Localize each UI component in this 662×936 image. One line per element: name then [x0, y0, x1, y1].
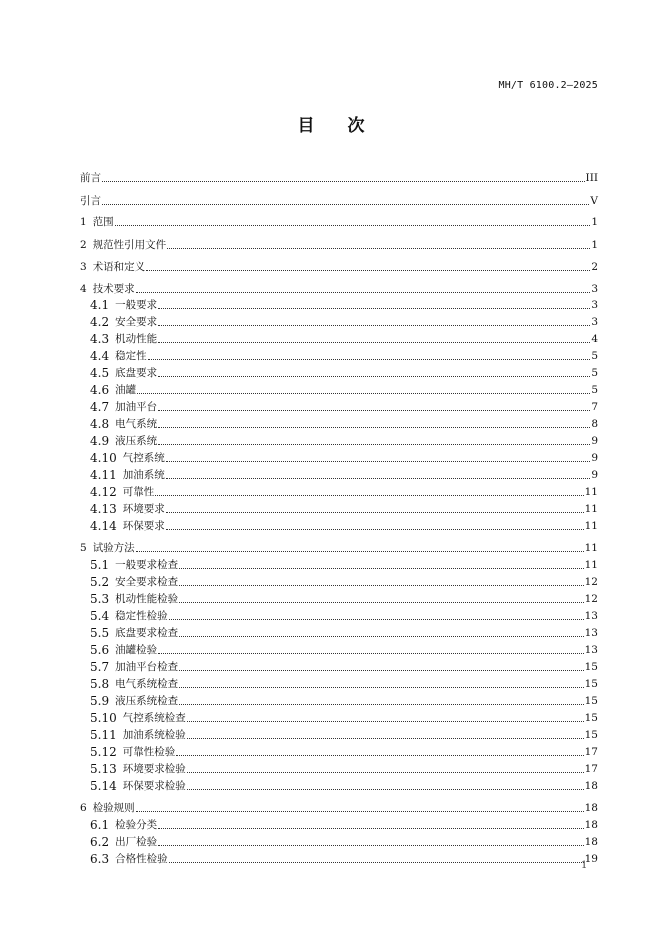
title-char-1: 目	[297, 116, 315, 136]
toc-entry[interactable]	[90, 434, 598, 448]
toc-entry-label: 稳定性	[115, 350, 147, 362]
toc-entry-number: 5.7	[90, 660, 110, 674]
toc-dot-leader	[158, 427, 590, 428]
toc-entry-label: 加油系统	[122, 469, 165, 481]
toc-entry[interactable]	[90, 558, 598, 572]
toc-entry-number: 4.3	[90, 332, 110, 346]
toc-entry-page: 9	[591, 469, 598, 481]
toc-entry-number: 4.7	[90, 400, 110, 414]
toc-entry-page: 18	[584, 819, 598, 831]
toc-entry-page: 5	[591, 367, 598, 379]
toc-entry[interactable]	[90, 502, 598, 516]
toc-entry-page: 9	[591, 452, 598, 464]
toc-entry-number: 5.1	[90, 558, 110, 572]
toc-entry[interactable]	[90, 315, 598, 329]
toc-entry-page: 15	[584, 661, 598, 673]
toc-entry-label: 一般要求检查	[115, 559, 179, 571]
toc-entry[interactable]	[80, 171, 598, 185]
toc-entry-number: 4.1	[90, 298, 110, 312]
toc-entry-page: 18	[584, 836, 598, 848]
toc-entry-label: 底盘要求检查	[115, 627, 179, 639]
toc-dot-leader	[158, 845, 584, 846]
toc-entry-label: 液压系统	[115, 435, 158, 447]
toc-entry-label: 油罐	[115, 384, 137, 396]
toc-entry-label: 安全要求检查	[115, 576, 179, 588]
toc-entry[interactable]	[90, 609, 598, 623]
toc-entry-page: 4	[591, 333, 598, 345]
standard-number: MH/T 6100.2—2025	[498, 80, 598, 91]
toc-entry-number: 6	[80, 802, 87, 814]
toc-dot-leader	[169, 619, 584, 620]
toc-entry-page: 2	[591, 261, 598, 273]
toc-entry-page: 9	[591, 435, 598, 447]
toc-entry-number: 5.9	[90, 694, 110, 708]
toc-entry[interactable]	[80, 801, 598, 815]
toc-entry-label: 油罐检验	[115, 644, 158, 656]
toc-entry-number: 5	[80, 542, 87, 554]
toc-entry-page: 8	[591, 418, 598, 430]
toc-entry-number: 3	[80, 261, 87, 273]
toc-entry-label: 引言	[80, 195, 101, 207]
toc-dot-leader	[187, 789, 584, 790]
toc-dot-leader	[158, 653, 584, 654]
toc-dot-leader	[158, 376, 590, 377]
toc-entry[interactable]	[90, 779, 598, 793]
toc-entry-number: 4.4	[90, 349, 110, 363]
toc-dot-leader	[136, 551, 584, 552]
toc-dot-leader	[187, 738, 584, 739]
toc-entry-label: 加油平台	[115, 401, 158, 413]
toc-entry[interactable]	[90, 711, 598, 725]
toc-entry-label: 技术要求	[92, 283, 135, 295]
toc-dot-leader	[136, 292, 591, 293]
toc-entry-page: 18	[584, 780, 598, 792]
toc-entry[interactable]	[90, 728, 598, 742]
toc-entry-number: 2	[80, 239, 87, 251]
toc-entry-page: 3	[591, 299, 598, 311]
toc-entry-label: 加油平台检查	[115, 661, 179, 673]
toc-entry-number: 5.6	[90, 643, 110, 657]
toc-entry-page: 1	[591, 239, 598, 251]
toc-entry-page: 7	[591, 401, 598, 413]
toc-entry-label: 一般要求	[115, 299, 158, 311]
toc-entry-number: 4.10	[90, 451, 117, 465]
toc-entry-label: 环境要求检验	[122, 763, 186, 775]
toc-dot-leader	[158, 308, 590, 309]
toc-entry[interactable]	[90, 677, 598, 691]
toc-entry-label: 机动性能	[115, 333, 158, 345]
toc-entry-number: 4.8	[90, 417, 110, 431]
toc-entry[interactable]	[80, 260, 598, 274]
toc-entry-label: 试验方法	[92, 542, 135, 554]
toc-entry[interactable]	[80, 238, 598, 252]
toc-dot-leader	[179, 585, 584, 586]
toc-entry-page: 17	[584, 746, 598, 758]
toc-entry-label: 环保要求检验	[122, 780, 186, 792]
toc-entry-number: 4.5	[90, 366, 110, 380]
toc-dot-leader	[166, 512, 584, 513]
toc-dot-leader	[187, 721, 584, 722]
toc-entry-label: 可靠性	[122, 486, 155, 498]
toc-entry[interactable]	[90, 818, 598, 832]
toc-dot-leader	[137, 393, 590, 394]
toc-dot-leader	[102, 204, 589, 205]
toc-entry-page: 19	[584, 853, 598, 865]
toc-dot-leader	[158, 410, 590, 411]
toc-entry[interactable]	[90, 383, 598, 397]
toc-entry-label: 安全要求	[115, 316, 158, 328]
toc-dot-leader	[148, 359, 591, 360]
footer-page-number: 1	[581, 860, 588, 871]
toc-entry-number: 4.9	[90, 434, 110, 448]
toc-entry-label: 可靠性检验	[122, 746, 176, 758]
toc-entry-number: 6.3	[90, 852, 110, 866]
toc-entry-number: 4.2	[90, 315, 110, 329]
toc-entry-page: 18	[584, 802, 598, 814]
toc-entry[interactable]	[90, 451, 598, 465]
toc-entry-label: 检验分类	[115, 819, 158, 831]
toc-dot-leader	[155, 495, 583, 496]
toc-entry-page: 5	[591, 384, 598, 396]
toc-entry[interactable]	[90, 349, 598, 363]
toc-entry[interactable]	[90, 660, 598, 674]
toc-entry[interactable]	[90, 332, 598, 346]
toc-entry-label: 气控系统	[122, 452, 165, 464]
toc-entry-number: 5.2	[90, 575, 110, 589]
toc-entry[interactable]	[90, 745, 598, 759]
toc-entry-page: 11	[584, 559, 598, 571]
toc-entry-label: 液压系统检查	[115, 695, 179, 707]
toc-entry-page: 12	[584, 576, 598, 588]
toc-entry-label: 范围	[92, 216, 114, 228]
toc-dot-leader	[115, 225, 591, 226]
toc-entry-number: 5.8	[90, 677, 110, 691]
toc-entry-page: 15	[584, 712, 598, 724]
toc-entry-page: 12	[584, 593, 598, 605]
toc-entry-label: 合格性检验	[115, 853, 168, 865]
toc-entry[interactable]	[90, 835, 598, 849]
toc-entry-label: 前言	[80, 172, 101, 184]
toc-entry[interactable]	[90, 575, 598, 589]
toc-entry[interactable]	[90, 485, 598, 499]
toc-entry[interactable]	[80, 282, 598, 296]
toc-entry[interactable]	[90, 366, 598, 380]
toc-dot-leader	[169, 862, 584, 863]
toc-entry-number: 5.5	[90, 626, 110, 640]
toc-entry-label: 气控系统检查	[122, 712, 186, 724]
toc-entry-number: 1	[80, 216, 87, 228]
toc-entry-page: 3	[591, 283, 598, 295]
toc-entry-page: 13	[584, 644, 598, 656]
toc-dot-leader	[158, 444, 590, 445]
toc-entry-page: 3	[591, 316, 598, 328]
toc-entry-number: 4.13	[90, 502, 117, 516]
toc-dot-leader	[146, 270, 590, 271]
toc-entry-label: 环境要求	[122, 503, 165, 515]
toc-entry[interactable]	[90, 298, 598, 312]
toc-dot-leader	[179, 636, 584, 637]
toc-entry-label: 出厂检验	[115, 836, 158, 848]
toc-entry-label: 规范性引用文件	[92, 239, 167, 251]
toc-dot-leader	[179, 704, 584, 705]
toc-entry-label: 机动性能检验	[115, 593, 179, 605]
toc-dot-leader	[158, 325, 590, 326]
toc-entry-number: 5.3	[90, 592, 110, 606]
toc-entry-number: 5.4	[90, 609, 110, 623]
toc-dot-leader	[187, 772, 584, 773]
toc-dot-leader	[179, 602, 584, 603]
toc-entry-number: 4.12	[90, 485, 117, 499]
toc-entry-number: 5.13	[90, 762, 117, 776]
toc-dot-leader	[176, 755, 583, 756]
toc-entry-number: 5.11	[90, 728, 117, 742]
toc-entry-page: 11	[584, 503, 598, 515]
toc-dot-leader	[166, 461, 591, 462]
toc-dot-leader	[102, 181, 585, 182]
toc-entry-number: 4.14	[90, 519, 117, 533]
toc-dot-leader	[158, 828, 584, 829]
toc-entry-number: 5.12	[90, 745, 117, 759]
toc-entry[interactable]	[90, 592, 598, 606]
toc-entry-number: 4	[80, 283, 87, 295]
toc-entry-page: 1	[591, 216, 598, 228]
toc-entry-page: III	[585, 172, 598, 184]
toc-entry-number: 6.2	[90, 835, 110, 849]
toc-entry-page: 13	[584, 627, 598, 639]
toc-entry[interactable]	[90, 417, 598, 431]
toc-entry-page: 17	[584, 763, 598, 775]
toc-dot-leader	[166, 529, 584, 530]
toc-entry-number: 5.14	[90, 779, 117, 793]
toc-entry[interactable]	[80, 215, 598, 229]
toc-dot-leader	[179, 568, 584, 569]
toc-entry-label: 稳定性检验	[115, 610, 168, 622]
toc-entry-number: 4.11	[90, 468, 117, 482]
toc-entry-page: 11	[584, 486, 598, 498]
toc-entry-number: 4.6	[90, 383, 110, 397]
toc-entry-label: 术语和定义	[92, 261, 146, 273]
toc-entry-label: 环保要求	[122, 520, 165, 532]
toc-entry-page: 13	[584, 610, 598, 622]
toc-entry-page: 15	[584, 729, 598, 741]
toc-entry-page: 11	[584, 542, 598, 554]
toc-entry-number: 5.10	[90, 711, 117, 725]
toc-entry-page: 15	[584, 678, 598, 690]
toc-entry-page: V	[590, 195, 598, 207]
title-char-2: 次	[347, 116, 365, 136]
toc-entry[interactable]	[90, 694, 598, 708]
toc-entry-label: 底盘要求	[115, 367, 158, 379]
toc-entry[interactable]	[90, 400, 598, 414]
toc-entry-label: 电气系统检查	[115, 678, 179, 690]
toc-entry-label: 电气系统	[115, 418, 158, 430]
toc-entry-page: 15	[584, 695, 598, 707]
toc-entry-number: 6.1	[90, 818, 110, 832]
toc-entry[interactable]	[90, 643, 598, 657]
toc-entry-label: 检验规则	[92, 802, 135, 814]
toc-dot-leader	[158, 342, 590, 343]
toc-entry[interactable]	[80, 541, 598, 555]
toc-dot-leader	[166, 478, 591, 479]
toc-entry[interactable]	[80, 194, 598, 208]
toc-dot-leader	[136, 811, 584, 812]
toc-dot-leader	[179, 670, 584, 671]
toc-entry[interactable]	[90, 519, 598, 533]
toc-entry-label: 加油系统检验	[122, 729, 186, 741]
toc-entry-page: 11	[584, 520, 598, 532]
toc-dot-leader	[167, 248, 590, 249]
toc-entry[interactable]	[90, 468, 598, 482]
toc-entry[interactable]	[90, 762, 598, 776]
toc-entry[interactable]	[90, 852, 598, 866]
toc-entry[interactable]	[90, 626, 598, 640]
toc-entry-page: 5	[591, 350, 598, 362]
toc-dot-leader	[179, 687, 584, 688]
